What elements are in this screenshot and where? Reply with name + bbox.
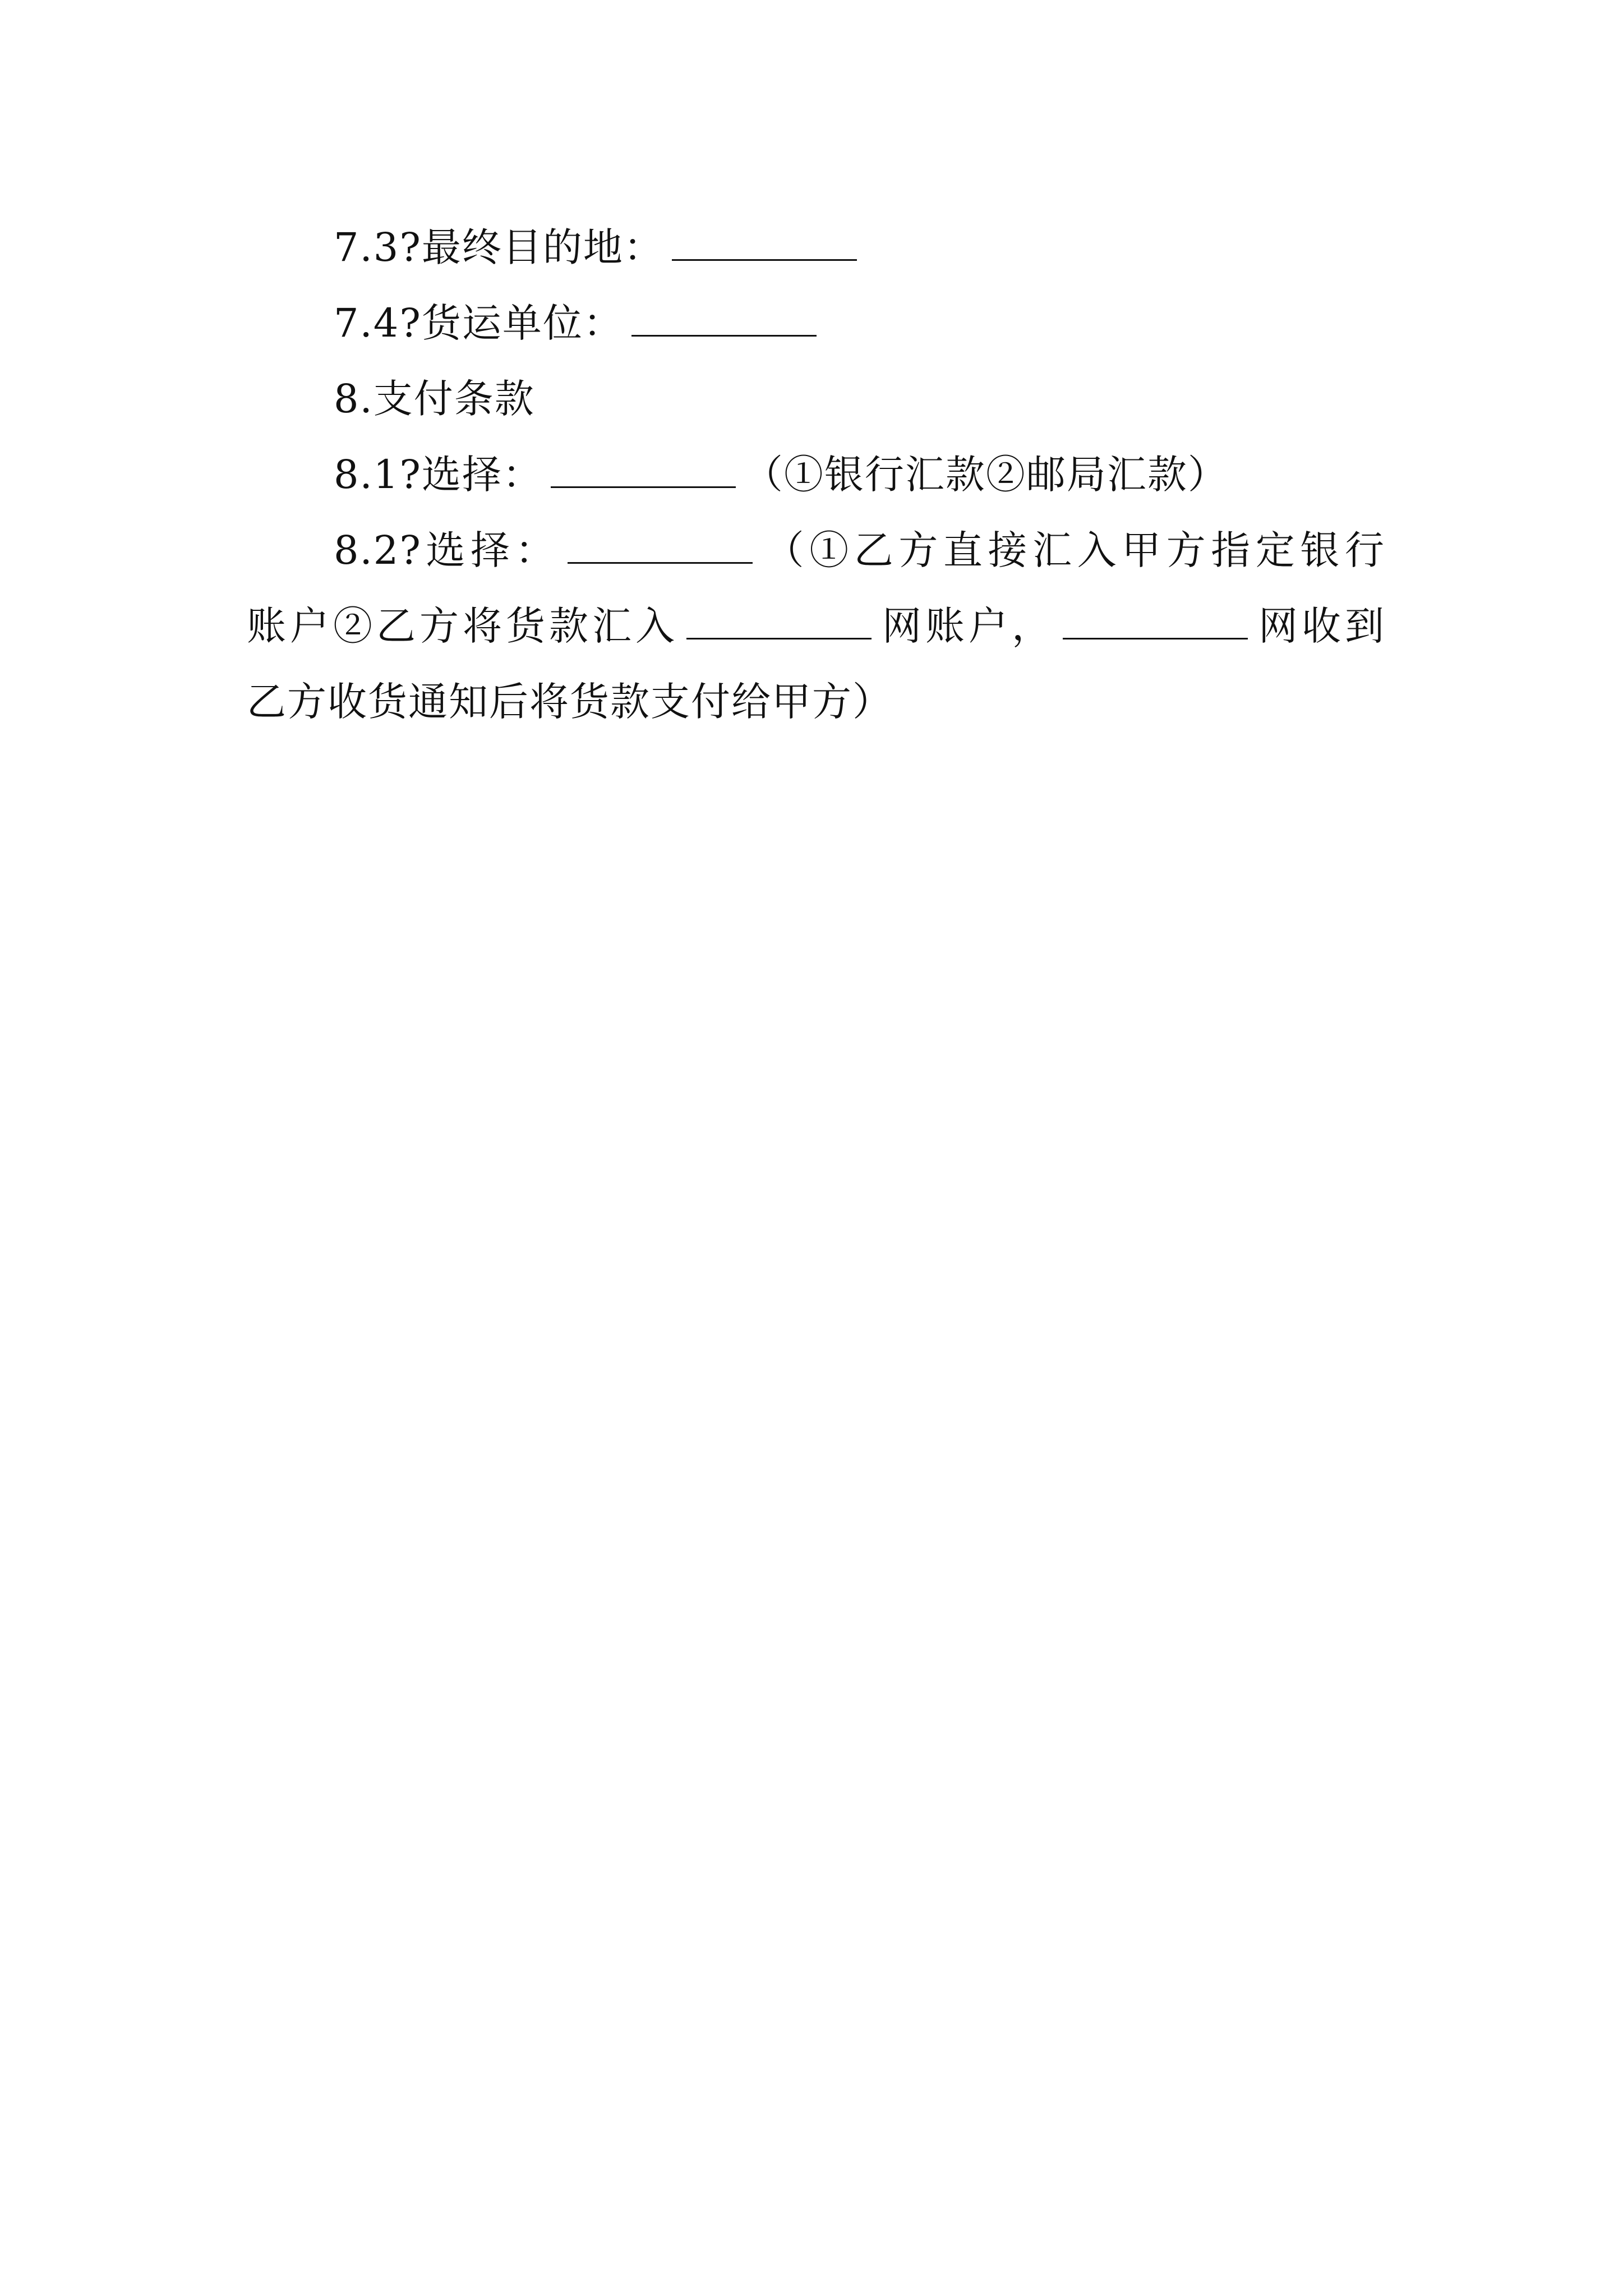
clause-7-4 [334,297,1385,349]
clause-text: 7.3?最终目的地： [334,224,664,270]
clause-8-2-line-3 [247,676,1385,728]
clause-7-3 [334,222,1385,273]
section-heading: 8.支付条款 [334,376,535,422]
clause-text: 7.4?货运单位： [334,300,624,346]
clause-text: 乙方收货通知后将货款支付给甲方） [247,679,893,725]
clause-text: 网账户， [879,603,1055,649]
fill-blank [631,334,817,337]
fill-blank [686,637,872,639]
fill-blank [672,258,857,261]
clause-8-2-line-1 [334,524,1385,576]
fill-blank [1063,637,1248,639]
section-8-heading [334,373,1385,425]
clause-text: （①银行汇款②邮局汇款） [743,452,1228,498]
clause-8-1 [334,449,1385,500]
clause-text: （①乙方直接汇入甲方指定银行 [760,527,1385,573]
clause-text: 网收到 [1256,603,1385,649]
clause-text: 8.1?选择： [334,452,543,498]
fill-blank [568,561,753,564]
clause-8-2-line-2 [247,600,1385,652]
fill-blank [551,485,736,488]
clause-text: 8.2?选择： [334,527,560,573]
clause-text: 账户②乙方将货款汇入 [247,603,679,649]
